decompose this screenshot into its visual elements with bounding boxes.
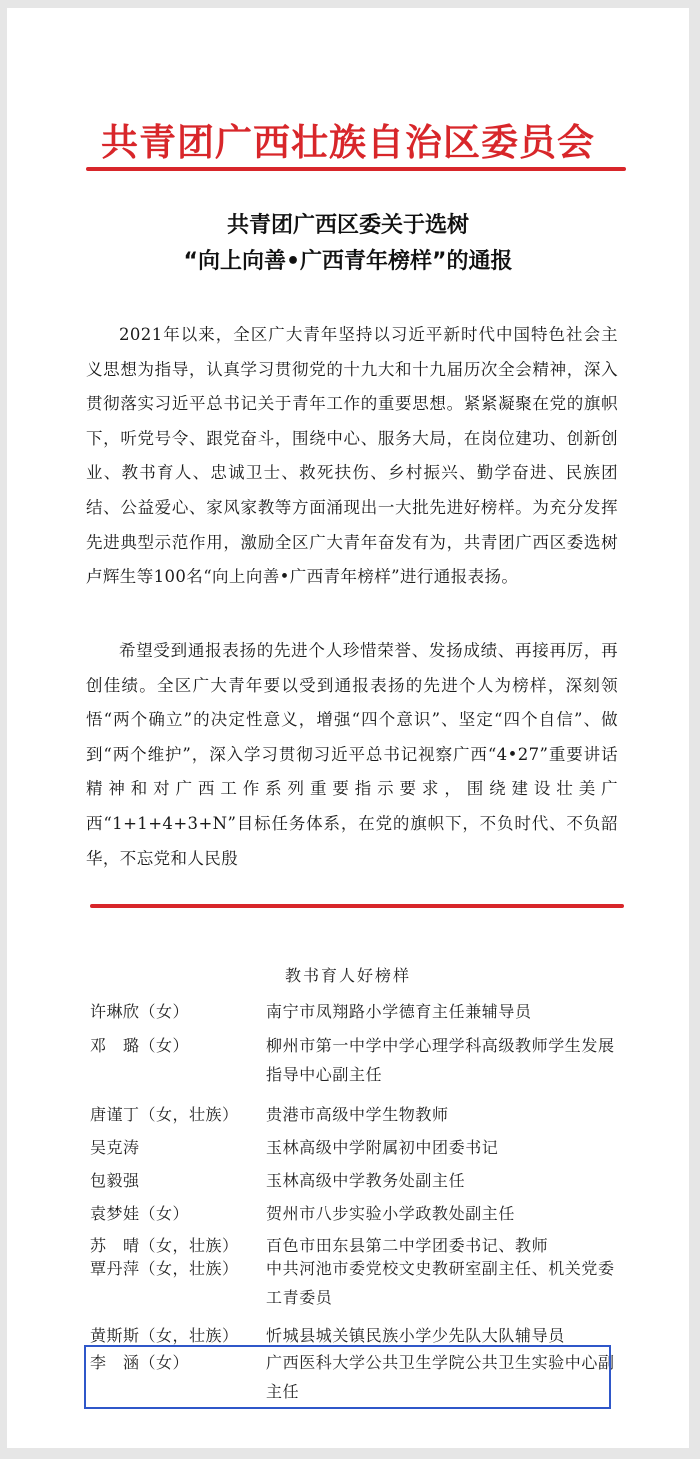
entry-name: 覃丹萍（女，壮族） bbox=[90, 1259, 239, 1278]
letterhead bbox=[7, 8, 689, 183]
entry-role: 玉林高级中学附属初中团委书记 bbox=[266, 1138, 499, 1157]
section-divider-red-rule bbox=[90, 904, 624, 908]
entry-name: 吴克涛 bbox=[90, 1138, 140, 1157]
entry-name: 苏 晴（女，壮族） bbox=[90, 1236, 239, 1255]
notice-paragraph-2: 希望受到通报表扬的先进个人珍惜荣誉、发扬成绩、再接再厉，再创佳绩。全区广大青年要以受到通报表扬的先进个人为榜样，深刻领悟“两个确立”的决定性意义，增强“四个意识”、坚定“四个自信”、做到“两个维护”，深入学习贯彻习近平总书记视察广西“4•27”重要讲话精神和对广西工作系列重要指示要求，围绕建设壮美广西“1+1+4+3+N”目标任务体系，在党的旗帜下，不负时代、不负韶华，不忘党和人民殷 bbox=[86, 641, 618, 868]
entry-name: 李 涵（女） bbox=[90, 1353, 190, 1372]
entry-role: 广西医科大学公共卫生学院公共卫生实验中心副主任 bbox=[266, 1353, 615, 1401]
entry-name: 唐谨丁（女，壮族） bbox=[90, 1105, 239, 1124]
letterhead-red-rule bbox=[86, 167, 626, 171]
entry-role: 贵港市高级中学生物教师 bbox=[266, 1105, 449, 1124]
entry-name: 袁梦娃（女） bbox=[90, 1204, 190, 1223]
notice-paragraph-1: 2021年以来，全区广大青年坚持以习近平新时代中国特色社会主义思想为指导，认真学习贯彻党的十九大和十九届历次全会精神，深入贯彻落实习近平总书记关于青年工作的重要思想。紧紧凝聚在党的旗帜下，听党号令、跟党奋斗，围绕中心、服务大局，在岗位建功、创新创业、教书育人、忠诚卫士、救死扶伤、乡村振兴、勤学奋进、民族团结、公益爱心、家风家教等方面涌现出一大批先进好榜样。为充分发挥先进典型示范作用，激励全区广大青年奋发有为，共青团广西区委选树卢辉生等100名“向上向善•广西青年榜样”进行通报表扬。 bbox=[86, 325, 618, 587]
entry-role: 中共河池市委党校文史教研室副主任、机关党委工青委员 bbox=[266, 1259, 615, 1307]
notice-title-line-2: “向上向善•广西青年榜样”的通报 bbox=[183, 249, 513, 274]
entry-name: 邓 璐（女） bbox=[90, 1036, 190, 1055]
entry-role: 百色市田东县第二中学团委书记、教师 bbox=[266, 1236, 549, 1255]
entry-role: 柳州市第一中学中学心理学科高级教师学生发展指导中心副主任 bbox=[266, 1036, 615, 1084]
entry-role: 贺州市八步实验小学政教处副主任 bbox=[266, 1204, 516, 1223]
highlight-annotation-box bbox=[84, 1345, 611, 1409]
entry-role: 南宁市凤翔路小学德育主任兼辅导员 bbox=[266, 1002, 532, 1021]
entry-role: 忻城县城关镇民族小学少先队大队辅导员 bbox=[266, 1326, 565, 1345]
entry-name: 黄斯斯（女，壮族） bbox=[90, 1326, 239, 1345]
entry-name: 许琳欣（女） bbox=[90, 1002, 190, 1021]
notice-title-line-1: 共青团广西区委关于选树 bbox=[226, 213, 469, 238]
document-page bbox=[7, 8, 689, 1448]
entry-name: 包毅强 bbox=[90, 1171, 140, 1190]
entry-role: 玉林高级中学教务处副主任 bbox=[266, 1171, 466, 1190]
letterhead-org-name: 共青团广西壮族自治区委员会 bbox=[101, 121, 595, 164]
list-section-title: 教书育人好榜样 bbox=[284, 966, 411, 985]
